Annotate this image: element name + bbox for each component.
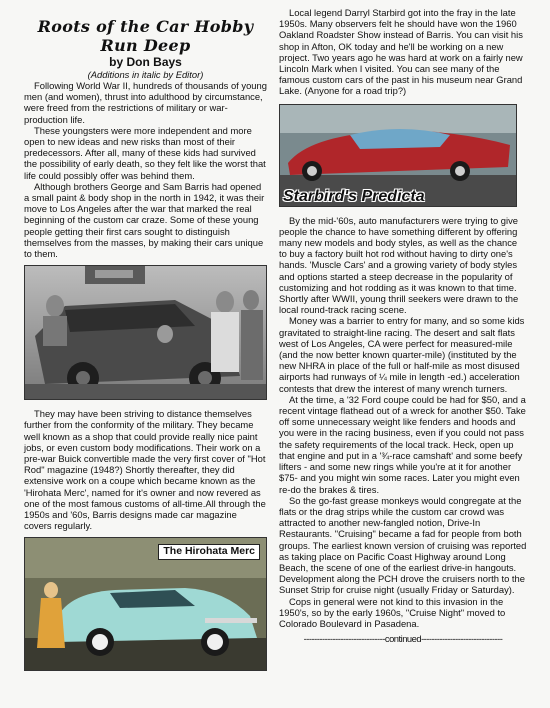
starbird-predicta-photo — [279, 104, 517, 207]
barris-shop-photo — [24, 265, 267, 400]
paragraph-8: So the go-fast grease monkeys would congregate at the flats or the drag strips while the custom car crowd was attracted to another new-fangled notion, Drive-In Restaurants. "Cruising" became a fad for people from both groups. The earliest known version of cruising was reported as taking place on Pacific Coast Highway around Long Beach, the scene of one of the earliest drive-in hangouts. Development along the PCH drove the cruisers north to the Sunset Strip for cruise night (usually Friday or Saturday). — [279, 494, 527, 596]
paragraph-6: Money was a barrier to entry for many, and so some kids gravitated to straight-line racing. The desert and salt flats west of Los Angeles, CA were perfect for measured-mile (and the now better known quarter-mile) (instituted by the new NHRA in place of the full or half-mile as most disused airports had runways of ¼ mile in length -ed.) acceleration contests that drew the interest of many wrench turners. — [279, 315, 525, 394]
paragraph-1: Following World War II, hundreds of thousands of young men (and women), thrust into adulthood by circumstance, were freed from the restrictions of military or war-production life. — [24, 80, 267, 125]
barris-shop-photo-image — [25, 266, 266, 399]
continued-marker: -------------------------------continued------------------------------- — [303, 633, 503, 645]
right-column — [279, 7, 527, 644]
title-line-1: Roots of the Car Hobby — [37, 17, 254, 36]
editor-note: (Additions in italic by Editor) — [87, 69, 204, 80]
article-title — [24, 17, 267, 55]
starbird-intro: Local legend Darryl Starbird got into the fray in the late 1950s. Many observers felt he should have won the 1960 Oakland Roadster Show instead of Barris. You can visit his shop in Afton, OK today and he'll be working on a new project. Two years ago he was hard at work on a fairly new Lincoln Mark when I visited. You can see many of the famous custom cars of the past in his museum near Grand Lake. (Anyone for a road trip?) — [279, 7, 523, 97]
hirohata-caption: The Hirohata Merc — [158, 544, 260, 559]
paragraph-7: At the time, a '32 Ford coupe could be had for $50, and a recent vintage flathead out of a wreck for another $50. Take off some unnecessary weight like fenders and hoods and you were in the racing business, even if you could not pass the safety requirements of the local track. Heck, open up that engine and put in a '¾-race camshaft' and some beefy lifters - and some new rings while you're at it for another $75- and you might win some races. Later you might even re-do the brakes & tires. — [279, 393, 526, 495]
paragraph-2: These youngsters were more independent and more open to new ideas and new risks than most of their predecessors. After all, many of these kids had survived the possibility of early death, so they felt like the worst that life could possibly offer was behind them. — [24, 124, 266, 181]
hirohata-merc-photo — [24, 537, 267, 671]
byline: by Don Bays — [109, 55, 182, 69]
paragraph-4: They may have been striving to distance themselves further from the conformity of the military. They became well known as a shop that could provide really nice paint jobs, or even custom body modifications. Their work on a pre-war Buick convertible made the very first cover of "Hot Rod" magazine (1948?) Shortly thereafter, they did extensive work on a coupe which became known as the 'Hirohata Merc', named for it's owner and now revered as one of the most famous customs of all-time.All through the 1950s and '60s, Barris designs made car magazine covers regularly. — [24, 408, 266, 532]
starbird-caption: Starbird's Predicta — [283, 188, 425, 206]
paragraph-3: Although brothers George and Sam Barris had opened a small paint & body shop in the north in 1942, it was their move to Los Angeles after the war that marked the real beginning of the custom car craze. Some of these young people getting their first cars sought to distinguish themselves from the masses, by making their cars unique to them. — [24, 180, 265, 260]
paragraph-9: Cops in general were not kind to this invasion in the 1950's, so by the early 1960s, "Cruise Night" moved to Colorado Boulevard in Pasadena. — [279, 595, 506, 629]
title-line-2: Run Deep — [100, 36, 191, 55]
left-column — [24, 0, 267, 671]
paragraph-5: By the mid-'60s, auto manufacturers were trying to give people the chance to have something different by offering many new models and body styles, as well as the chance to buy a factory built hot rod without having to dirty one's hands. 'Muscle Cars' and a growing variety of body styles and options started a steep decrease in the popularity of customizing and hot rodding as it was known to that time. Shortly after WWII, young thrill seekers were drawn to the local round-track racing scene. — [279, 214, 519, 316]
